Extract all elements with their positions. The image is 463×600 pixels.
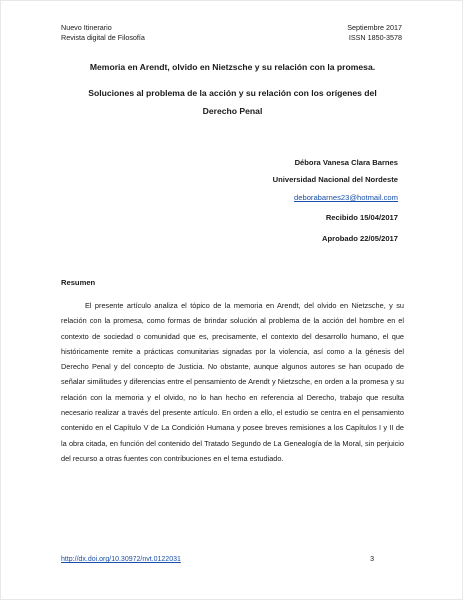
abstract-heading: Resumen <box>61 278 96 287</box>
abstract-paragraph: El presente artículo analiza el tópico de la memoria en Arendt, del olvido en Nietzsche, y su relación con la promesa, como formas de brindar solución al problema de la acción del hombre en el contexto de sociedad o comunidad que es, precisamente, el contexto del desarrollo humano, el que históricamente remite a prácticas comunitarias signadas por la violencia, así como a la génesis del Derecho Penal y del concepto de Justicia. No obstante, aunque algunos autores se han ocupado de señalar similitudes y diferencias entre el pensamiento de Arendt y Nietzsche, en orden a la promesa y su relación con la memoria y el olvido, no lo han hecho en referencia al Derecho, trabajo que resulta necesario realizar a través del presente artículo. En orden a ello, el estudio se centra en el pensamiento contenido en el Capítulo V de La Condición Humana y posee breves remisiones a los Capítulos I y II de la obra citada, en función del contenido del Tratado Segundo de La Genealogía de la Moral, sin perjuicio del recurso a otras fuentes con contribuciones en el tema estudiado. <box>61 301 404 463</box>
doi-link[interactable]: http://dx.doi.org/10.30972/nvt.0122031 <box>61 556 181 563</box>
author-institution: Universidad Nacional del Nordeste <box>272 175 398 184</box>
approved-date: Aprobado 22/05/2017 <box>322 234 398 243</box>
article-title: Memoria en Arendt, olvido en Nietzsche y su relación con la promesa. <box>89 62 376 72</box>
received-date: Recibido 15/04/2017 <box>325 213 398 222</box>
page-number: 3 <box>370 556 374 563</box>
running-header-left <box>61 23 145 43</box>
article-subtitle-line1: Soluciones al problema de la acción y su relación con los orígenes del <box>88 88 377 98</box>
journal-subtitle: Revista digital de Filosofía <box>61 33 145 42</box>
author-email-link[interactable]: deborabarnes23@hotmail.com <box>294 193 398 202</box>
journal-name: Nuevo Itinerario <box>61 23 112 32</box>
issn: ISSN 1850-3578 <box>348 33 402 42</box>
author-name: Débora Vanesa Clara Barnes <box>294 158 398 167</box>
article-subtitle-line2: Derecho Penal <box>202 106 263 116</box>
issue-date: Septiembre 2017 <box>347 23 402 32</box>
abstract-body <box>61 298 404 466</box>
running-header-right <box>347 23 402 43</box>
